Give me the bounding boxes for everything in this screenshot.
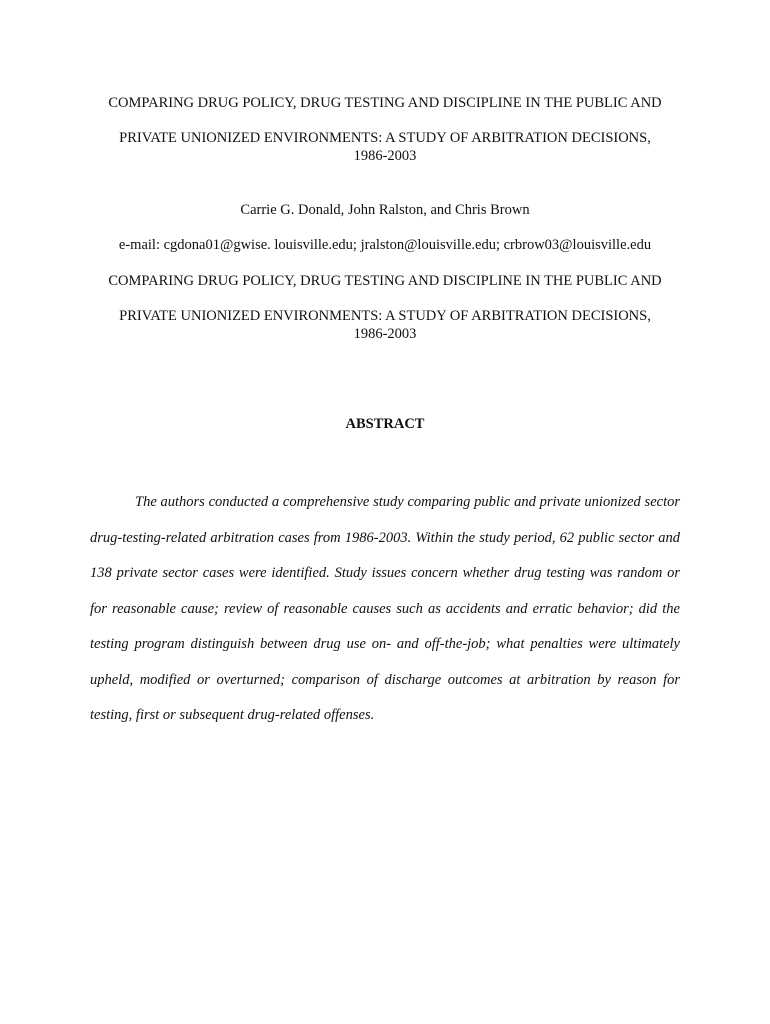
paper-title-line-3: 1986-2003 [353,148,417,164]
abstract-heading: ABSTRACT [345,416,425,432]
paper-title-repeat [88,272,682,343]
paper-title-line-1: COMPARING DRUG POLICY, DRUG TESTING AND DISCIPLINE IN THE PUBLIC AND [108,95,662,111]
paper-title-repeat-line-3: 1986-2003 [353,326,417,342]
paper-title-repeat-line-2: PRIVATE UNIONIZED ENVIRONMENTS: A STUDY OF ARBITRATION DECISIONS, [119,308,651,324]
abstract-paragraph: The authors conducted a comprehensive study comparing public and private unionized sector drug-testing-related arbitration cases from 1986-2003. Within the study period, 62 public sector and 138 private sector cases were identified. Study issues concern whether drug testing was random or for reasonable cause; review of reasonable causes such as accidents and erratic behavior; did the testing program distinguish between drug use on- and off-the-job; what penalties were ultimately upheld, modified or overturned; comparison of discharge outcomes at arbitration by reason for testing, first or subsequent drug-related offenses. [90,494,680,723]
paper-title [88,94,682,165]
paper-title-line-2: PRIVATE UNIONIZED ENVIRONMENTS: A STUDY OF ARBITRATION DECISIONS, [119,130,651,146]
paper-title-repeat-line-1: COMPARING DRUG POLICY, DRUG TESTING AND DISCIPLINE IN THE PUBLIC AND [108,273,662,289]
author-emails: e-mail: cgdona01@gwise. louisville.edu; jralston@louisville.edu; crbrow03@louisville.edu [118,237,652,253]
author-list: Carrie G. Donald, John Ralston, and Chris Brown [240,202,530,218]
